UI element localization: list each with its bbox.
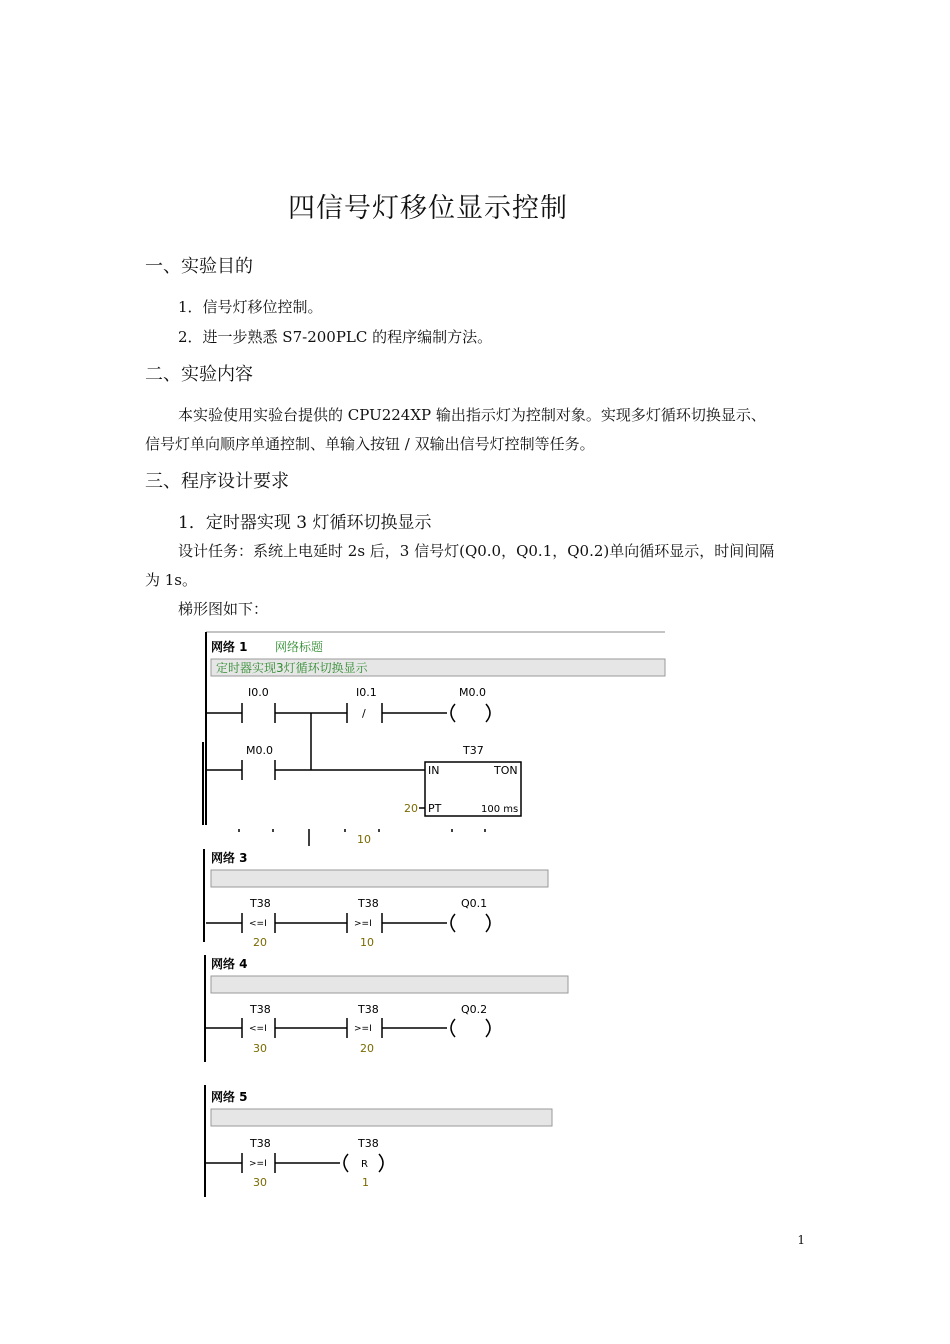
n5-c1-value: 30 xyxy=(253,1176,267,1189)
coil-m0-0-label: M0.0 xyxy=(459,686,486,699)
purpose-item-1: 1．信号灯移位控制。 xyxy=(178,298,323,316)
section-heading-purpose: 一、实验目的 xyxy=(145,256,253,277)
content-paragraph-line-2: 信号灯单向顺序单通控制、单输入按钮 / 双输出信号灯控制等任务。 xyxy=(145,435,595,453)
document-title: 四信号灯移位显示控制 xyxy=(288,193,568,224)
task-paragraph-line-1: 设计任务：系统上电延时 2s 后，3 信号灯(Q0.0，Q0.1，Q0.2)单向循环显示，时间间隔 xyxy=(178,542,775,560)
timer-t37-pt-label: PT xyxy=(428,802,442,815)
network-5-comment-box xyxy=(211,1109,552,1126)
n4-c2-label: T38 xyxy=(358,1003,379,1016)
contact-i0-0-label: I0.0 xyxy=(248,686,269,699)
subsection-heading-timer: 1．定时器实现 3 灯循环切换显示 xyxy=(178,513,432,533)
network-1-label: 网络 1 xyxy=(211,640,248,654)
cut-off-value: 10 xyxy=(357,833,371,846)
n4-coil-label: Q0.2 xyxy=(461,1003,488,1016)
page-number: 1 xyxy=(797,1233,805,1247)
coil-m0-0-left xyxy=(451,704,455,722)
n3-c1-op: <=I xyxy=(249,919,267,929)
timer-t37-resolution: 100 ms xyxy=(481,804,519,815)
network-5-label: 网络 5 xyxy=(211,1090,248,1104)
timer-t37-type: TON xyxy=(494,764,518,777)
section-heading-content: 二、实验内容 xyxy=(145,364,253,385)
n4-c1-label: T38 xyxy=(250,1003,271,1016)
n5-coil-reset: R xyxy=(361,1159,368,1170)
coil-m0-0-right xyxy=(486,704,490,722)
timer-t37-in: IN xyxy=(428,764,440,777)
timer-t37-pt-value: 20 xyxy=(404,802,418,815)
ladder-intro: 梯形图如下： xyxy=(178,600,269,618)
n3-c2-value: 10 xyxy=(360,936,374,949)
n4-c1-value: 30 xyxy=(253,1042,267,1055)
contact-m0-0-label: M0.0 xyxy=(246,744,273,757)
network-1-comment: 定时器实现3灯循环切换显示 xyxy=(216,661,368,675)
contact-i0-1-label: I0.1 xyxy=(356,686,377,699)
n5-coil-label: T38 xyxy=(358,1137,379,1150)
n5-c1-label: T38 xyxy=(250,1137,271,1150)
n5-coil-value: 1 xyxy=(362,1176,369,1189)
task-paragraph-line-2: 为 1s。 xyxy=(145,571,198,589)
n4-c2-value: 20 xyxy=(360,1042,374,1055)
network-1-title: 网络标题 xyxy=(275,640,324,654)
n3-c2-label: T38 xyxy=(358,897,379,910)
n4-c2-op: >=I xyxy=(354,1024,372,1034)
n3-c1-value: 20 xyxy=(253,936,267,949)
timer-t37-label: T37 xyxy=(463,744,484,757)
network-3-comment-box xyxy=(211,870,548,887)
contact-i0-1-negation: / xyxy=(362,707,366,720)
n3-c2-op: >=I xyxy=(354,919,372,929)
n4-c1-op: <=I xyxy=(249,1024,267,1034)
n3-coil-label: Q0.1 xyxy=(461,897,488,910)
network-3-label: 网络 3 xyxy=(211,851,248,865)
purpose-item-2: 2．进一步熟悉 S7-200PLC 的程序编制方法。 xyxy=(178,328,493,346)
network-4-label: 网络 4 xyxy=(211,957,248,971)
network-4-comment-box xyxy=(211,976,568,993)
n5-c1-op: >=I xyxy=(249,1159,267,1169)
section-heading-design: 三、程序设计要求 xyxy=(145,471,289,492)
n3-c1-label: T38 xyxy=(250,897,271,910)
content-paragraph-line-1: 本实验使用实验台提供的 CPU224XP 输出指示灯为控制对象。实现多灯循环切换显示、 xyxy=(178,406,766,424)
